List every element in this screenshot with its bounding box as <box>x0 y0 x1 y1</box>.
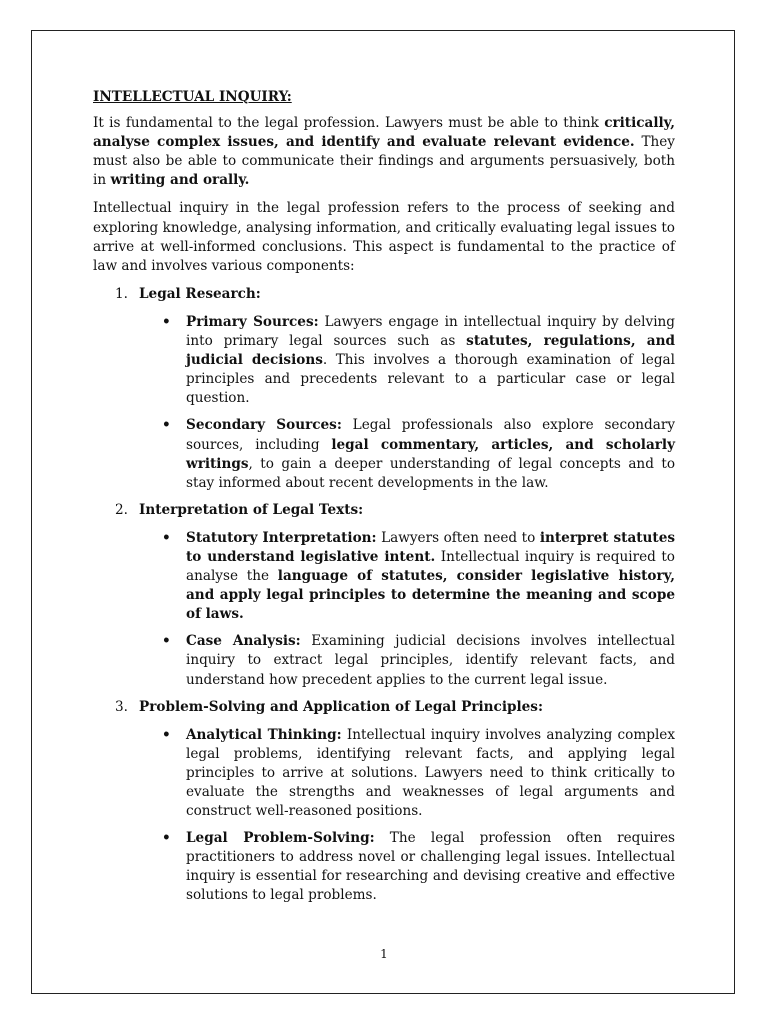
text-run: Examining judicial decisions involves intellectual inquiry to extract legal principles, identify relevant facts, and understand how precedent applies to the current legal issue. <box>186 633 676 688</box>
bullet-item <box>93 829 675 905</box>
bullet-text <box>186 727 675 819</box>
bold-text: Primary Sources: <box>186 313 319 330</box>
bullet-list <box>93 726 675 906</box>
bold-text: Legal Problem-Solving: <box>186 830 375 847</box>
bullet-text <box>186 417 675 490</box>
text-run: . This involves a thorough examination of legal principles and precedents relevant to a particular case or legal question. <box>186 352 675 407</box>
bullet-item <box>93 529 675 624</box>
bullet-text <box>186 633 675 687</box>
bullet-item <box>93 313 675 408</box>
bold-text: language of statutes, consider legislative history, and apply legal principles to determine the meaning and scope of laws. <box>186 568 675 623</box>
bullet-icon: • <box>162 830 171 847</box>
section <box>93 698 675 906</box>
bullet-text <box>186 530 675 622</box>
bold-text: legal commentary, articles, and scholarly writings <box>186 436 675 472</box>
text-run: Intellectual inquiry involves analyzing complex legal problems, identifying relevant facts, and applying legal principles to arrive at solutions. Lawyers need to think critically to evaluate the strengths and weaknesses of legal arguments and construct well-reasoned positions. <box>186 726 676 820</box>
bullet-list <box>93 529 675 690</box>
section-heading <box>93 698 675 717</box>
section-heading <box>93 501 675 520</box>
bold-text: writing and orally. <box>110 172 250 189</box>
section-title: Legal Research: <box>139 285 261 302</box>
text-run: They must also be able to communicate their findings and arguments persuasively, both in <box>93 134 675 189</box>
section <box>93 285 675 493</box>
bold-text: Case Analysis: <box>186 633 301 650</box>
intro-paragraph <box>93 114 675 190</box>
bullet-icon: • <box>162 313 171 330</box>
text-run: Lawyers often need to <box>376 529 540 546</box>
bullet-list <box>93 313 675 493</box>
bullet-item <box>93 726 675 821</box>
bullet-text <box>186 830 675 903</box>
text-run: , to gain a deeper understanding of legal concepts and to stay informed about recent developments in the law. <box>186 455 675 491</box>
bullet-icon: • <box>162 726 171 743</box>
page-title: INTELLECTUAL INQUIRY: <box>93 89 292 105</box>
section-number: 3. <box>115 698 128 715</box>
section-title: Interpretation of Legal Texts: <box>139 501 364 518</box>
bold-text: interpret statutes to understand legislative intent. <box>186 529 675 565</box>
bold-text: Secondary Sources: <box>186 417 342 434</box>
bullet-text <box>186 314 675 406</box>
text-run: It is fundamental to the legal profession. Lawyers must be able to think <box>93 115 605 132</box>
text-run: The legal profession often requires practitioners to address novel or challenging legal issues. Intellectual inquiry is essential for researching and devising creative and effective solutions to legal problems. <box>186 830 676 904</box>
bullet-icon: • <box>162 529 171 546</box>
section-number: 1. <box>115 285 128 302</box>
text-run: Legal professionals also explore secondary sources, including <box>186 417 675 453</box>
bold-text: statutes, regulations, and judicial decisions <box>186 333 675 369</box>
bullet-item <box>93 632 675 689</box>
bullet-item <box>93 416 675 492</box>
bold-text: Statutory Interpretation: <box>186 529 377 546</box>
section-heading <box>93 285 675 304</box>
section-number: 2. <box>115 501 128 518</box>
document-body <box>93 88 675 914</box>
bullet-icon: • <box>162 633 171 650</box>
page-number: 1 <box>380 947 388 961</box>
bold-text: critically, analyse complex issues, and identify and evaluate relevant evidence. <box>93 115 675 151</box>
numbered-sections <box>93 285 675 906</box>
section-title: Problem-Solving and Application of Legal Principles: <box>139 698 543 715</box>
bullet-icon: • <box>162 417 171 434</box>
section <box>93 501 675 690</box>
definition-paragraph <box>93 199 675 275</box>
bold-text: Analytical Thinking: <box>186 726 342 743</box>
text-run: Intellectual inquiry is required to analyse the <box>186 548 675 585</box>
text-run: Intellectual inquiry in the legal profession refers to the process of seeking and exploring knowledge, analysing information, and critically evaluating legal issues to arrive at well-informed conclusions. This aspect is fundamental to the practice of law and involves various components: <box>93 200 675 274</box>
text-run: Lawyers engage in intellectual inquiry by delving into primary legal sources such as <box>186 313 675 350</box>
